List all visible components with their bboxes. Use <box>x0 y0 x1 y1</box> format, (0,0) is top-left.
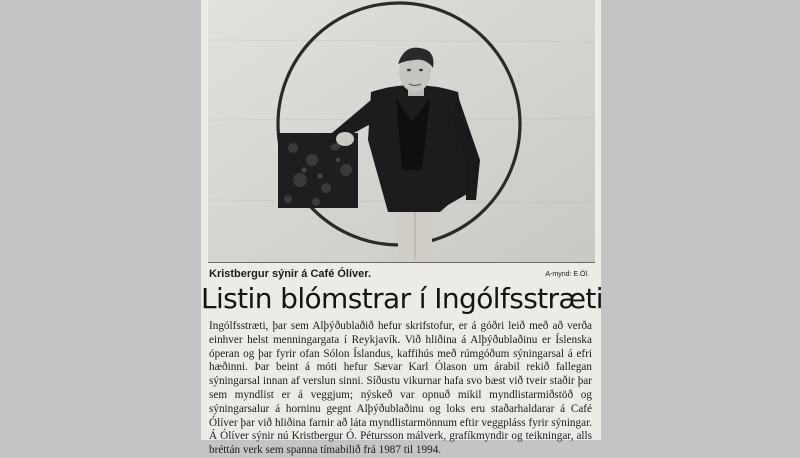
article-headline: Listin blómstrar í Ingólfsstræti <box>201 282 603 315</box>
article-photo <box>208 0 595 263</box>
article-body: Ingólfsstræti, þar sem Alþýðublaðið hefur skrifstofur, er á góðri leið með að verða einhver helst menningargata í Reykjavík. Við hliðina á Alþýðublaðinu er Íslenska óperan og þar fyrir ofan Sólon Íslandus, kaffihús með rúmgóðum sýningarsal á efri hæðinni. Þar beint á móti hefur Sævar Karl Ólason um árabil rekið fallegan sýningarsal innan af verslun sinni. Síðustu vikurnar hafa svo bæst við tveir staðir þar sem myndlist er á veggjum; nýskeð var opnuð mikil myndlistarmiðstöð og sýningarsalur á horninu gegnt Alþýðublaðinu og loks eru staðarhaldarar á Café Ólíver þar við hliðina farnir að láta myndlistarmönnum eftir veggpláss fyrir sýningar. Á Ólíver sýnir nú Kristbergur Ó. Pétursson málverk, grafíkmyndir og teikningar, alls bréttán verk sem spanna tímabilið frá 1987 til 1994. <box>209 320 592 457</box>
photo-credit: A-mynd: E.Ól. <box>545 271 589 278</box>
photo-caption: Kristbergur sýnir á Café Ólíver. <box>209 268 372 280</box>
photo-illustration <box>208 0 595 262</box>
newspaper-clipping <box>201 0 603 457</box>
